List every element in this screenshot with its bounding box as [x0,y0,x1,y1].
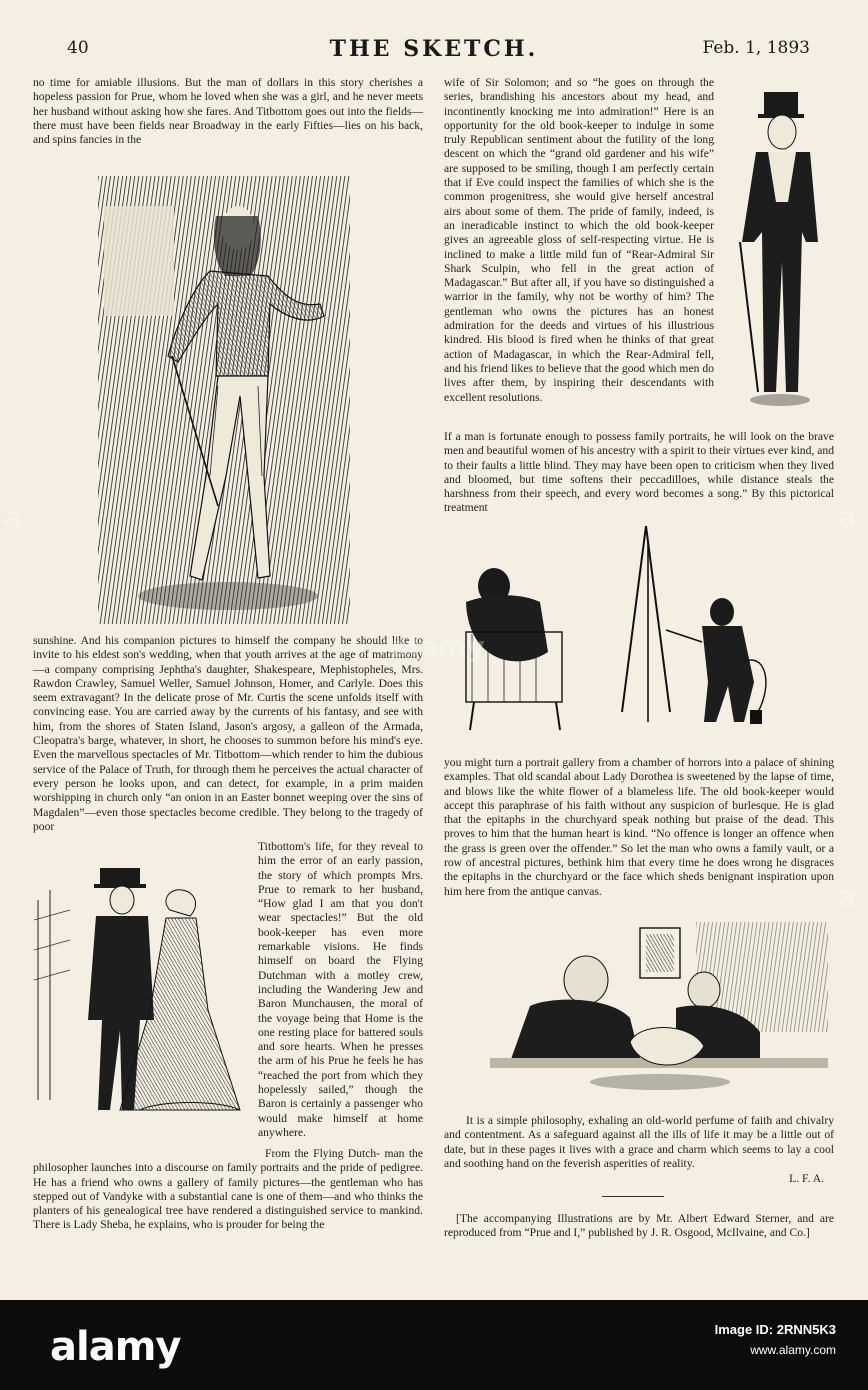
image-info [715,1320,836,1360]
paragraph-4-body: man the philosopher launches into a discourse on family portraits and the pride of pedigree. He has a friend who owns a gallery of family pictures—the gentleman who has stepped out of Vandyke with a substantial cane is one of them—and who thinks the planters of his genealogical tree have rendered a distinguished service to mankind. There is Lady Sheba, he explains, who is prouder for being the [33,1147,423,1232]
illustration-couple-on-deck [30,860,245,1132]
article-paragraph-1: no time for amiable illusions. But the man of dollars in this story cherishes a hopeless passion for Prue, whom he loved when she was a girl, and he never meets her husband without asking how she fares. And Titbottom goes out into the fields—there must have been fields near Broadway in the early Fifties—lies on his back, and spins fancies in the [33,76,423,147]
stock-footer-bar [0,1300,868,1390]
watermark-left: a [4,500,23,533]
article-paragraph-4 [33,1147,423,1233]
illustration-men-at-table [490,922,828,1098]
article-paragraph-7: you might turn a portrait gallery from a chamber of horrors into a palace of shining examples. That old scandal about Lady Dorothea is sweetened by the lapse of time, and blows like the white flower of a blameless life. The old book-keeper would accept this paraphrase of his faith without any suspicion of burlesque. He is glad that the epitaphs in the churchyard speak nothing but praise of the dead. This proves to him that the human heart is kind. “No offence is longer an offence when the grass is green over the offender.” So let the man who owns a family vault, or a row of ancestral pictures, bethink him that every time he does wrong he disgraces the epitaphs in the churchyard or the face which sheds benignant inspiration upon him here from the antique canvas. [444,756,834,898]
page-number: 40 [67,38,89,58]
section-divider [602,1196,664,1197]
paragraph-4-head: From the Flying Dutch- [265,1147,381,1160]
article-paragraph-3: Titbottom's life, for they reveal to him the error of an early passion, the story of which prompts Mrs. Prue to remark to her husband, “How glad I am that you don't wear spectacles!” But the old book-keeper has even more remarkable visions. He finds himself on board the Flying Dutchman with a motley crew, including the Wandering Jew and Baron Munchausen, the moral of the voyage being that Home is the one resting place for battered souls and sore hearts. When he presses the arm of his Prue he feels he has “reached the port from which they hopelessly sailed,” though the Baron is certainly a passenger who would make himself at home anywhere. [258,840,423,1139]
article-paragraph-5: wife of Sir Solomon; and so “he goes on through the series, brandishing his ancestors about my head, and incontinently knocking me into admiration!” Here is an opportunity for the old book-keeper to indulge in some truly Republican sentiment about the futility of the long descent on which the “grand old gardener and his wife” are supposed to be smiling, though I am perfectly certain that if Eve could inspect the families of which she is the common progenitress, she would give herself ancestral airs about some of them. The pride of family, indeed, is an ineradicable instinct to which the old book-keeper gives an agreeable gloss of self-respecting virtue. He is inclined to make a little mild fun of “Rear-Admiral Sir Shark Sculpin, who fell in the great action of Madagascar.” But after all, if you have so distinguished a warrior in the family, why not be worthy of him? The gentleman who owns the pictures has an honest admiration for the deeds and virtues of his illustrious kindred. His blood is fired when he thinks of that great action of Madagascar, in which the Rear-Admiral fell, and his friend likes to believe that the good which men do lives after them, by inspiring their descendants with excellent resolutions. [444,76,714,404]
site-url[interactable]: www.alamy.com [750,1343,836,1357]
illustration-gentleman-with-cane [718,92,828,412]
illustration-credit: [The accompanying Illustrations are by Mr. Albert Edward Sterner, and are reproduced from “Prue and I,” published by J. R. Osgood, McIlvaine, and Co.] [444,1212,834,1240]
author-signature: L. F. A. [789,1172,824,1185]
article-paragraph-8: It is a simple philosophy, exhaling an old-world perfume of faith and chivalry and contentment. As a safeguard against all the ills of life it may be a little out of date, but in these pages it lives with a grace and charm which seems to lay a cool and soothing hand on the feverish asperities of reality. [444,1114,834,1170]
alamy-logo: alamy [50,1324,181,1370]
watermark-right-lower: a [838,880,857,913]
watermark-right: a [838,500,857,533]
illustration-painter-at-easel [458,522,778,742]
paragraph-2-body: sunshine. And his companion pictures to himself the company he should like to invite to his eldest son's wedding, when that youth arrives at the age of matrimony—a company comprising Jephtha's daughter, Shakespeare, Mephistopheles, Mrs. Rawdon Crawley, Samuel Weller, Samuel Johnson, Homer, and Carlyle. Does this seem extravagant? In the delicate prose of Mr. Curtis the scene unfolds itself with convincing ease. You are carried away by the currents of his fantasy, and see with him, from the shores of Staten Island, Jason's argosy, a galleon of the Armada, Cleopatra's barge, whatever, in short, he chooses to summon before his mind's eye. Even the marvellous spectacles of Mr. Titbottom—which render to him the dubious service of the Palace of Truth, for through them he perceives the actual character of every person he looks upon, and can detect, for example, in a prim maiden worshipping in church only “an onion in an Easter bonnet weeping over the sins of Magdalen”—even those spectacles become credible. [33,634,423,819]
issue-date: Feb. 1, 1893 [702,38,810,58]
image-id: Image ID: 2RNN5K3 [714,1322,836,1337]
paragraph-2-tail: They belong to the tragedy of poor [33,805,423,833]
illustration-cavalier-portrait [98,176,350,624]
publication-title: THE SKETCH. [329,36,539,62]
watermark-center: alamy [390,630,485,663]
article-paragraph-6: If a man is fortunate enough to possess family portraits, he will look on the brave men and beautiful women of his ancestry with a spirit to their virtues ever kind, and to their faults a little blind. They may have been open to criticism when they lived and bloomed, but time softens their peccadilloes, while distance steals the harshness from their speech, and every word becomes a song.” By this pictorical treatment [444,430,834,515]
article-paragraph-2 [33,634,423,834]
